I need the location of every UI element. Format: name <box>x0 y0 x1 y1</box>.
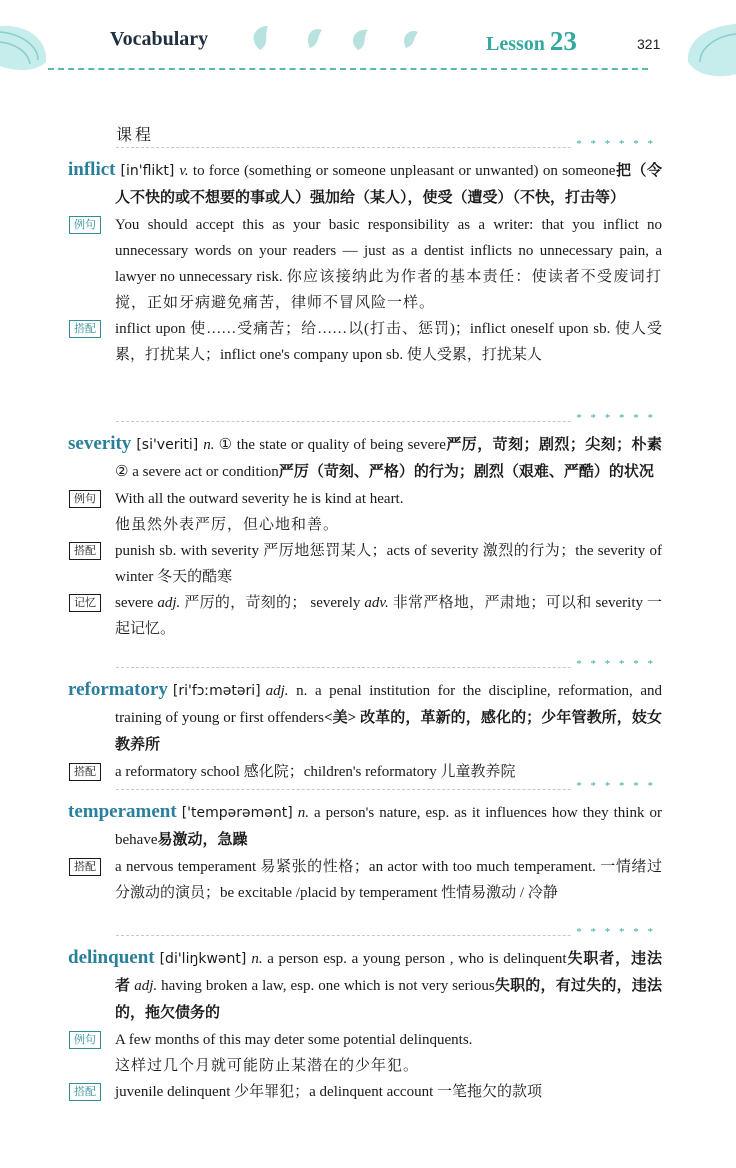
definition-en: a person's nature, esp. as it influences how they think or behave <box>115 805 663 848</box>
definition-cn-1: 严厉，苛刻；剧烈；尖刻；朴素 <box>445 437 662 453</box>
shell-decoration-right-icon <box>668 22 736 82</box>
example-block <box>68 486 662 538</box>
entry-headline <box>68 156 662 212</box>
collocation-tag: 搭配 <box>69 858 101 876</box>
lesson-title <box>486 26 577 57</box>
part-of-speech: n. <box>297 805 309 821</box>
memory-word-1: severe <box>115 595 154 611</box>
collocation-text: a nervous temperament 易紧张的性格；an actor with too much temperament. 一情绪过分激动的演员；be excitable /placid by temperament 性情易激动 / 冷静 <box>115 859 662 901</box>
lesson-number: 23 <box>549 26 577 56</box>
headword: reformatory <box>68 679 168 700</box>
example-block <box>68 212 662 316</box>
entry-delinquent <box>68 926 662 1105</box>
entry-temperament <box>68 780 662 906</box>
leaf-pattern-icon <box>240 20 440 56</box>
example-block <box>68 1027 662 1079</box>
example-en: You should accept this as your basic responsibility as a writer: that you inflict no unnecessary words on your readers — just as a dentist inflicts no unnecessary pain, a lawyer no unnecessary risk. <box>115 217 662 285</box>
part-of-speech: n. <box>251 951 263 967</box>
phonetic: [di'liŋkwənt] <box>159 951 247 967</box>
collocation-text: a reformatory school 感化院；children's reformatory 儿童教养院 <box>115 764 516 780</box>
memory-tag: 记忆 <box>69 594 101 612</box>
memory-pos-2: adv. <box>364 595 389 611</box>
example-en: With all the outward severity he is kind at heart. <box>115 491 404 507</box>
entry-headline <box>68 798 662 854</box>
collocation-block <box>68 316 662 368</box>
collocation-block <box>68 1079 662 1105</box>
definition-cn: 把（令人不快的或不想要的事或人）强加给（某人），使受（遭受）（不快，打击等） <box>115 163 662 206</box>
memory-cn-1: 严厉的，苛刻的； <box>184 595 307 611</box>
collocation-tag: 搭配 <box>69 542 101 560</box>
definition-cn: <美> 改革的，革新的，感化的；少年管教所，妓女教养所 <box>115 710 662 753</box>
part-of-speech: n. <box>203 437 215 453</box>
part-of-speech: v. <box>179 163 189 179</box>
headword: temperament <box>68 801 177 822</box>
memory-word-2: severely <box>310 595 361 611</box>
headword: inflict <box>68 159 116 180</box>
example-cn: 这样过几个月就可能防止某潜在的少年犯。 <box>115 1058 420 1074</box>
example-cn: 你应该接纳此为作者的基本责任：使读者不受废词打搅，正如牙病避免痛苦，律师不冒风险一样。 <box>115 269 662 311</box>
part-of-speech-2: adj. <box>134 978 158 994</box>
example-cn: 他虽然外表严厉，但心地和善。 <box>115 517 340 533</box>
collocation-text: inflict upon 使……受痛苦；给……以(打击、惩罚)；inflict oneself upon sb. 使人受累，打扰某人；inflict one's company upon sb. 使人受累，打扰某人 <box>115 321 662 363</box>
headword: delinquent <box>68 947 155 968</box>
entry-separator: * * * * * * <box>68 412 662 428</box>
definition-en: n. a penal institution for the discipline, reformation, and training of young or first offenders <box>115 683 663 726</box>
collocation-block <box>68 538 662 590</box>
memory-block <box>68 590 662 642</box>
entry-reformatory <box>68 658 662 785</box>
example-tag: 例句 <box>69 1031 101 1049</box>
phonetic: [in'flikt] <box>120 163 175 179</box>
definition-en-1: ① the state or quality of being severe <box>218 437 446 453</box>
phonetic: ['tempərəmənt] <box>181 805 293 821</box>
definition-cn-2: 严厉（苛刻、严格）的行为；剧烈（艰难、严酷）的状况 <box>278 464 654 480</box>
part-of-speech: adj. <box>265 683 289 699</box>
collocation-text: punish sb. with severity 严厉地惩罚某人；acts of severity 激烈的行为；the severity of winter 冬天的酷寒 <box>115 543 662 585</box>
definition-cn-2: 失职的，有过失的，违法的，拖欠债务的 <box>115 978 662 1021</box>
page-header <box>0 0 736 90</box>
entry-headline <box>68 430 662 486</box>
entry-severity <box>68 412 662 642</box>
collocation-tag: 搭配 <box>69 763 101 781</box>
collocation-tag: 搭配 <box>69 320 101 338</box>
definition-en-2: ② a severe act or condition <box>115 464 279 480</box>
memory-cn-2: 非常严格地，严肃地；可以和 severity 一起记忆。 <box>115 595 663 637</box>
page-number: 321 <box>637 36 661 52</box>
definition-en-2: having broken a law, esp. one which is not very serious <box>161 978 495 994</box>
entry-headline <box>68 944 662 1027</box>
example-en: A few months of this may deter some potential delinquents. <box>115 1032 473 1048</box>
definition-cn: 易激动，急躁 <box>157 832 248 848</box>
header-divider <box>48 68 648 70</box>
entry-separator: * * * * * * <box>68 780 662 796</box>
definition-en: to force (something or someone unpleasant or unwanted) on someone <box>192 163 616 179</box>
lesson-label: Lesson <box>486 33 545 55</box>
entry-separator: * * * * * * <box>68 658 662 674</box>
definition-en-1: a person esp. a young person , who is delinquent <box>267 951 567 967</box>
phonetic: [ri'fɔːmətəri] <box>172 683 261 699</box>
vocabulary-title: Vocabulary <box>110 28 209 50</box>
entry-separator: * * * * * * <box>68 926 662 942</box>
definition-cn-1: 失职者，违法者 <box>115 951 662 994</box>
entry-headline <box>68 676 662 759</box>
entry-inflict <box>68 138 662 368</box>
entry-separator: * * * * * * <box>68 138 662 154</box>
memory-pos-1: adj. <box>157 595 181 611</box>
section-title: 课程 <box>116 127 155 144</box>
collocation-text: juvenile delinquent 少年罪犯；a delinquent account 一笔拖欠的款项 <box>115 1084 543 1100</box>
example-tag: 例句 <box>69 490 101 508</box>
example-tag: 例句 <box>69 216 101 234</box>
collocation-tag: 搭配 <box>69 1083 101 1101</box>
collocation-block <box>68 854 662 906</box>
phonetic: [si'veriti] <box>136 437 199 453</box>
headword: severity <box>68 433 132 454</box>
